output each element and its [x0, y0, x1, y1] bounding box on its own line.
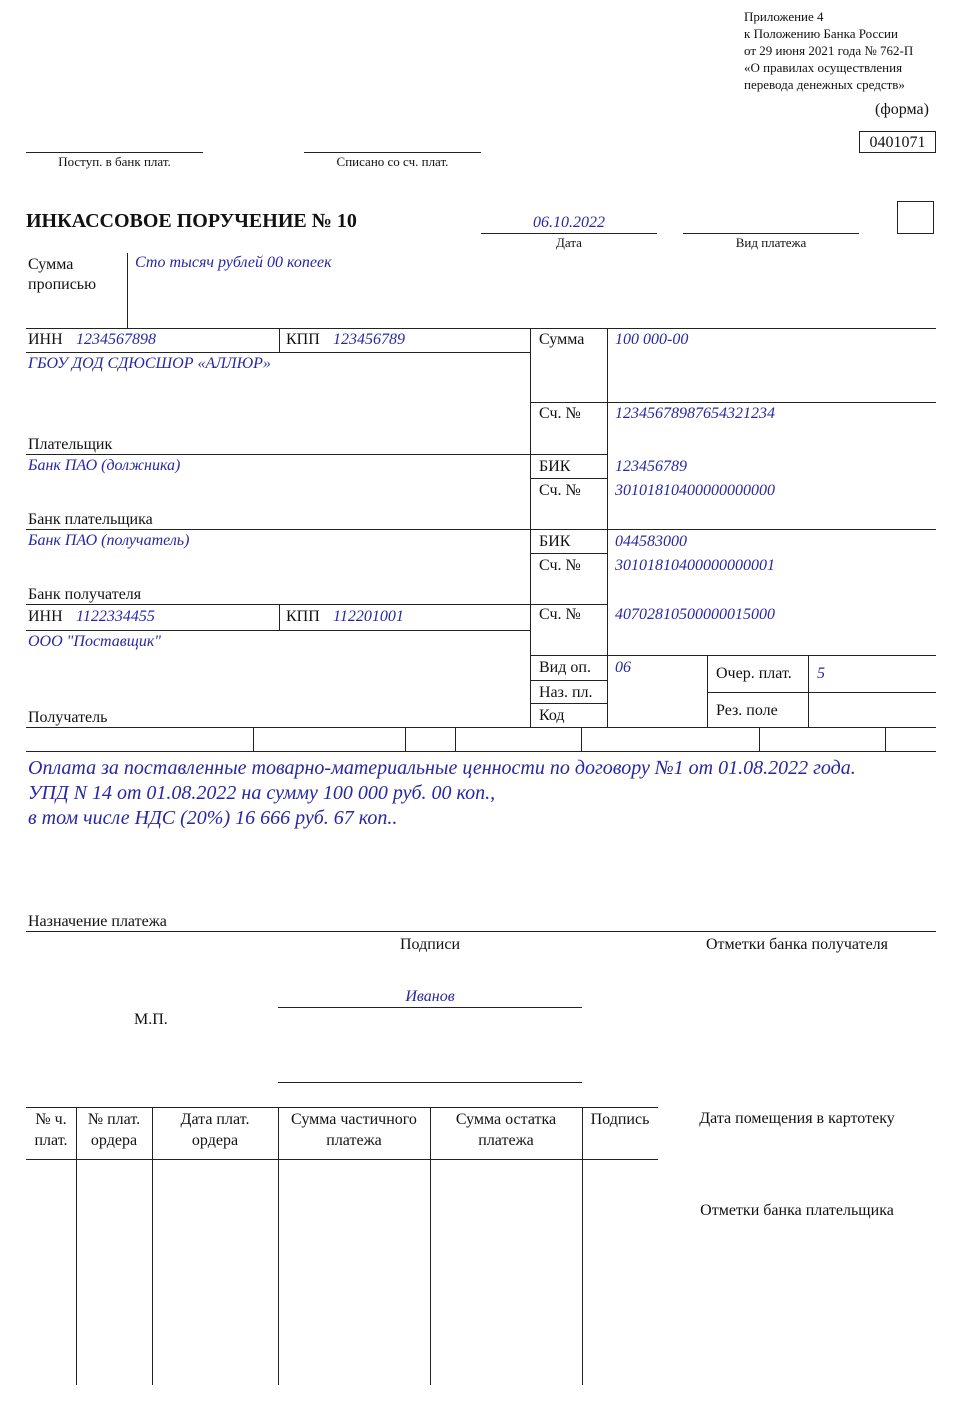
appendix-line: от 29 июня 2021 года № 762-П: [744, 43, 914, 58]
payee-inn-value: 1122334455: [76, 608, 155, 625]
payment-priority-label: Очер. плат.: [716, 665, 792, 682]
payer-name: ГБОУ ДОД СДЮСШОР «АЛЛЮР»: [28, 355, 271, 372]
partial-table-header: Сумма остатка платежа: [455, 1111, 557, 1149]
payment-purpose-label: Назначение платежа: [28, 913, 167, 930]
payee-bank-name: Банк ПАО (получатель): [28, 532, 190, 549]
sum-words-label: [28, 255, 96, 295]
stamp-placeholder: М.П.: [134, 1011, 168, 1028]
payment-purpose-line: в том числе НДС (20%) 16 666 руб. 67 коп..: [28, 807, 398, 829]
appendix-line: к Положению Банка России: [744, 26, 898, 41]
appendix-reference: [744, 8, 913, 93]
payer-account-value: 12345678987654321234: [615, 405, 775, 422]
payer-bank-bik-label: БИК: [539, 458, 571, 475]
form-code: 0401071: [859, 131, 936, 153]
partial-table-header: Дата плат. ордера: [180, 1111, 250, 1149]
payer-kpp-value: 123456789: [333, 331, 405, 348]
payer-account-label: Сч. №: [539, 405, 581, 422]
document-title: ИНКАССОВОЕ ПОРУЧЕНИЕ № 10: [26, 210, 357, 232]
partial-table-header: Подпись: [590, 1111, 650, 1128]
payee-account-label: Сч. №: [539, 606, 581, 623]
payment-type-label: Вид платежа: [735, 235, 807, 250]
payment-purpose-line: УПД N 14 от 01.08.2022 на сумму 100 000 руб. 00 коп.,: [28, 782, 496, 804]
payment-purpose-code-label: Наз. пл.: [539, 684, 593, 701]
payee-bank-account-value: 30101810400000000001: [615, 557, 775, 574]
partial-table-header: № ч. плат.: [34, 1111, 68, 1149]
sum-value: 100 000-00: [615, 331, 689, 348]
payer-inn-label: ИНН: [28, 331, 63, 348]
payee-bank-marks-label: Отметки банка получателя: [705, 936, 889, 953]
payer-label: Плательщик: [28, 436, 113, 453]
payer-inn-value: 1234567898: [76, 331, 156, 348]
payer-bank-bik-value: 123456789: [615, 458, 687, 475]
signer-name: Иванов: [405, 988, 455, 1005]
sum-words-value: Сто тысяч рублей 00 копеек: [135, 254, 332, 271]
sum-label: Сумма: [539, 331, 585, 348]
received-in-bank-label: Поступ. в банк плат.: [58, 154, 171, 169]
payer-bank-name: Банк ПАО (должника): [28, 457, 181, 474]
appendix-line: перевода денежных средств»: [744, 77, 905, 92]
signatures-label: Подписи: [399, 936, 461, 953]
payment-status-box: [897, 201, 934, 234]
partial-table-header: Сумма частичного платежа: [291, 1111, 417, 1149]
payee-bank-bik-value: 044583000: [615, 533, 687, 550]
operation-type-value: 06: [615, 659, 631, 676]
card-index-date-label: Дата помещения в картотеку: [699, 1110, 895, 1127]
debited-from-account-label: Списано со сч. плат.: [336, 154, 449, 169]
payee-bank-label: Банк получателя: [28, 586, 142, 603]
payee-account-value: 40702810500000015000: [615, 606, 775, 623]
sum-words-label-line: прописью: [28, 276, 97, 293]
sum-words-label-line: Сумма: [28, 256, 74, 273]
reserve-field-label: Рез. поле: [716, 702, 778, 719]
date-value: 06.10.2022: [533, 214, 605, 231]
payee-kpp-value: 112201001: [333, 608, 404, 625]
payee-label: Получатель: [28, 709, 108, 726]
code-label: Код: [539, 707, 565, 724]
appendix-line: Приложение 4: [744, 9, 824, 24]
payment-priority-value: 5: [817, 665, 825, 682]
payee-bank-bik-label: БИК: [539, 533, 571, 550]
form-label: (форма): [875, 101, 929, 118]
payee-kpp-label: КПП: [286, 608, 320, 625]
payer-bank-label: Банк плательщика: [28, 511, 153, 528]
payer-bank-account-value: 30101810400000000000: [615, 482, 775, 499]
payer-bank-marks-label: Отметки банка плательщика: [700, 1202, 894, 1219]
payee-bank-account-label: Сч. №: [539, 557, 581, 574]
payee-inn-label: ИНН: [28, 608, 63, 625]
partial-table-header: № плат. ордера: [87, 1111, 141, 1149]
payment-purpose-text: [28, 756, 856, 831]
payer-kpp-label: КПП: [286, 331, 320, 348]
payer-bank-account-label: Сч. №: [539, 482, 581, 499]
payment-purpose-line: Оплата за поставленные товарно-материальные ценности по договору №1 от 01.08.2022 года.: [28, 757, 856, 779]
payee-name: ООО "Поставщик": [28, 633, 162, 650]
appendix-line: «О правилах осуществления: [744, 60, 903, 75]
date-label: Дата: [556, 235, 582, 250]
operation-type-label: Вид оп.: [539, 659, 591, 676]
